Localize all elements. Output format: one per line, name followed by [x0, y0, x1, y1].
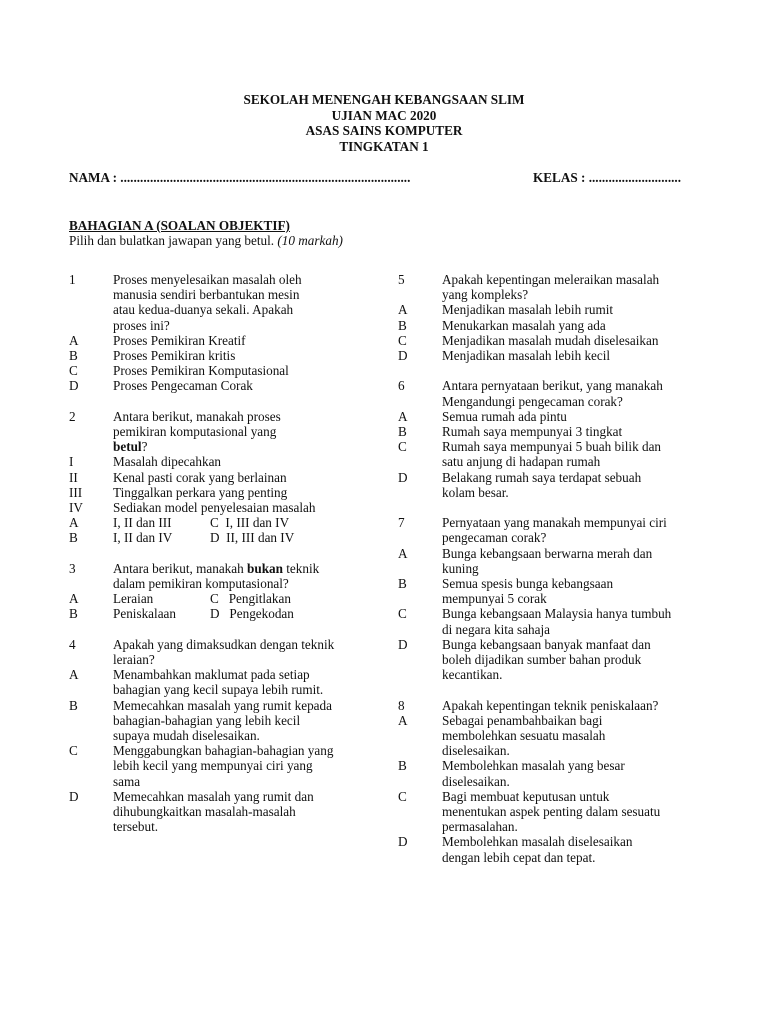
option-row[interactable]	[69, 515, 369, 530]
statement-text: Masalah dipecahkan	[113, 454, 222, 470]
subject-name: ASAS SAINS KOMPUTER	[305, 123, 463, 138]
option-a[interactable]	[69, 333, 369, 348]
option-label: B	[69, 606, 78, 622]
option-label: C	[69, 743, 78, 759]
question-4	[69, 637, 369, 835]
option-text: lebih kecil yang mempunyai ciri yang	[113, 758, 313, 774]
statement-text: Sediakan model penyelesaian masalah	[113, 500, 316, 516]
option-text: kecantikan.	[442, 667, 503, 683]
option-label: C	[210, 515, 219, 531]
option-text: Semua rumah ada pintu	[442, 408, 567, 424]
question-text: Mengandungi pengecaman corak?	[442, 393, 623, 409]
option-text: diselesaikan.	[442, 773, 510, 789]
option-text: Memecahkan masalah yang rumit dan	[113, 788, 314, 804]
question-number: 2	[69, 408, 76, 424]
option-text: I, II dan IV	[113, 530, 173, 546]
option-label: A	[69, 515, 79, 531]
option-text: Membolehkan masalah yang besar	[442, 758, 625, 774]
question-1	[69, 272, 369, 394]
question-text: Apakah kepentingan meleraikan masalah	[442, 272, 660, 287]
option-text: I, III dan IV	[225, 515, 290, 531]
emphasis-text: betul	[113, 439, 142, 455]
option-a[interactable]	[398, 546, 698, 561]
question-text: Antara pernyataan berikut, yang manakah	[442, 378, 663, 394]
option-label: D	[69, 788, 79, 804]
question-text: proses ini?	[113, 317, 170, 333]
statement-label: I	[69, 454, 74, 470]
option-d[interactable]	[69, 789, 369, 804]
option-text: Bagi membuat keputusan untuk	[442, 788, 610, 804]
statement-label: IV	[69, 500, 83, 516]
option-text: Membolehkan masalah diselesaikan	[442, 834, 633, 850]
option-text: diselesaikan.	[442, 743, 510, 759]
option-b[interactable]	[398, 758, 698, 773]
option-label: B	[398, 317, 407, 333]
statement-i	[69, 454, 369, 469]
option-a[interactable]	[398, 302, 698, 317]
option-text: Menjadikan masalah lebih rumit	[442, 302, 614, 318]
question-text	[113, 561, 369, 576]
question-text: dalam pemikiran komputasional?	[113, 576, 289, 592]
option-text: menentukan aspek penting dalam sesuatu	[442, 804, 661, 820]
option-text: Proses Pemikiran Komputasional	[113, 363, 289, 379]
option-text: Bunga kebangsaan Malaysia hanya tumbuh	[442, 606, 672, 622]
option-label: C	[210, 591, 219, 607]
question-5	[398, 272, 698, 363]
statement-label: II	[69, 469, 78, 485]
option-label: A	[398, 712, 408, 728]
option-text: kuning	[442, 560, 479, 576]
option-c[interactable]	[398, 789, 698, 804]
option-text: Menambahkan maklumat pada setiap	[113, 667, 310, 683]
option-label: B	[69, 348, 78, 364]
statement-text: Tinggalkan perkara yang penting	[113, 484, 288, 500]
option-label: B	[398, 576, 407, 592]
question-text: Apakah yang dimaksudkan dengan teknik	[113, 636, 335, 652]
option-label: D	[398, 636, 408, 652]
option-text: Menggabungkan bahagian-bahagian yang	[113, 743, 334, 759]
question-number: 8	[398, 697, 405, 713]
option-text: Proses Pemikiran Kreatif	[113, 332, 246, 348]
option-row[interactable]	[69, 591, 369, 606]
option-b[interactable]	[69, 698, 369, 713]
option-d[interactable]	[398, 637, 698, 652]
option-text: bahagian yang kecil supaya lebih rumit.	[113, 682, 324, 698]
option-c[interactable]	[398, 606, 698, 621]
option-text: Pengekodan	[229, 606, 294, 622]
option-text: membolehkan sesuatu masalah	[442, 728, 606, 744]
option-text: Proses Pemikiran kritis	[113, 348, 236, 364]
option-text: Menjadikan masalah mudah diselesaikan	[442, 332, 659, 348]
option-label: D	[398, 469, 408, 485]
option-text: bahagian-bahagian yang lebih kecil	[113, 712, 301, 728]
option-label: C	[398, 332, 407, 348]
question-text: atau kedua-duanya sekali. Apakah	[113, 302, 294, 318]
option-label: B	[398, 424, 407, 440]
question-text: Proses menyelesaikan masalah oleh	[113, 272, 302, 287]
question-text: pemikiran komputasional yang	[113, 424, 277, 440]
statement-label: III	[69, 484, 83, 500]
school-name: SEKOLAH MENENGAH KEBANGSAAN SLIM	[243, 92, 525, 107]
option-label: B	[69, 530, 78, 546]
right-column	[398, 272, 698, 880]
question-text: pengecaman corak?	[442, 530, 547, 546]
option-a[interactable]	[69, 667, 369, 682]
question-number: 7	[398, 515, 405, 531]
question-text: Apakah kepentingan teknik peniskalaan?	[442, 697, 659, 713]
option-text: Rumah saya mempunyai 5 buah bilik dan	[442, 439, 662, 455]
question-number: 1	[69, 272, 76, 287]
option-row[interactable]	[69, 606, 369, 621]
option-text: sama	[113, 773, 141, 789]
question-text: yang kompleks?	[442, 287, 529, 303]
marks-text: (10 markah)	[277, 233, 343, 249]
option-label: A	[69, 332, 79, 348]
option-label: A	[398, 408, 408, 424]
option-label: D	[398, 348, 408, 364]
option-a[interactable]	[398, 713, 698, 728]
question-text: manusia sendiri berbantukan mesin	[113, 287, 300, 303]
option-text: I, II dan III	[113, 515, 172, 531]
option-row[interactable]	[69, 530, 369, 545]
option-a[interactable]	[398, 409, 698, 424]
option-b[interactable]	[398, 424, 698, 439]
option-label: C	[398, 606, 407, 622]
option-text: Bunga kebangsaan berwarna merah dan	[442, 545, 653, 561]
question-7	[398, 515, 698, 682]
option-label: C	[69, 363, 78, 379]
option-text: kolam besar.	[442, 484, 509, 500]
exam-header	[0, 92, 768, 154]
option-text: di negara kita sahaja	[442, 621, 551, 637]
question-text: Antara berikut, manakah proses	[113, 408, 281, 424]
option-text: dengan lebih cepat dan tepat.	[442, 849, 596, 865]
option-label: B	[69, 697, 78, 713]
option-d[interactable]	[398, 470, 698, 485]
question-number: 6	[398, 378, 405, 394]
section-header	[69, 218, 343, 248]
option-text: Menukarkan masalah yang ada	[442, 317, 606, 333]
option-c[interactable]	[69, 363, 369, 378]
option-text: Pengitlakan	[228, 591, 291, 607]
option-text: supaya mudah diselesaikan.	[113, 728, 260, 744]
name-field: NAMA : ........................................................................................	[69, 170, 411, 185]
option-text: Peniskalaan	[113, 606, 176, 622]
statement-iii	[69, 485, 369, 500]
option-b[interactable]	[398, 576, 698, 591]
option-text: tersebut.	[113, 819, 159, 835]
exam-name: UJIAN MAC 2020	[331, 107, 437, 123]
option-label: A	[69, 591, 79, 607]
question-suffix: ?	[141, 439, 148, 455]
option-text: Semua spesis bunga kebangsaan	[442, 576, 614, 592]
option-text: satu anjung di hadapan rumah	[442, 454, 601, 470]
question-number: 4	[69, 636, 76, 652]
option-text: dihubungkaitkan masalah-masalah	[113, 804, 296, 820]
option-b[interactable]	[398, 318, 698, 333]
option-b[interactable]	[69, 348, 369, 363]
question-number: 3	[69, 560, 76, 576]
option-label: D	[69, 378, 79, 394]
option-label: D	[210, 530, 220, 546]
section-instruction	[69, 233, 343, 248]
question-number: 5	[398, 272, 405, 287]
option-label: D	[210, 606, 220, 622]
section-title: BAHAGIAN A (SOALAN OBJEKTIF)	[69, 218, 290, 233]
option-c[interactable]	[398, 333, 698, 348]
question-suffix: teknik	[282, 560, 320, 576]
option-text: Rumah saya mempunyai 3 tingkat	[442, 424, 623, 440]
option-label: D	[398, 834, 408, 850]
form-level: TINGKATAN 1	[339, 138, 429, 154]
statement-text: Kenal pasti corak yang berlainan	[113, 469, 287, 485]
option-label: C	[398, 439, 407, 455]
option-text: Memecahkan masalah yang rumit kepada	[113, 697, 332, 713]
option-c[interactable]	[69, 743, 369, 758]
class-field: KELAS : ............................	[533, 170, 682, 185]
option-label: B	[398, 758, 407, 774]
option-c[interactable]	[398, 439, 698, 454]
statement-ii	[69, 470, 369, 485]
option-text: Sebagai penambahbaikan bagi	[442, 712, 603, 728]
emphasis-text: bukan	[247, 560, 283, 576]
option-label: A	[398, 545, 408, 561]
option-text: Bunga kebangsaan banyak manfaat dan	[442, 636, 651, 652]
option-text: Proses Pengecaman Corak	[113, 378, 253, 394]
option-text: II, III dan IV	[226, 530, 295, 546]
instruction-text: Pilih dan bulatkan jawapan yang betul.	[69, 233, 275, 249]
option-text: mempunyai 5 corak	[442, 591, 547, 607]
option-d[interactable]	[69, 378, 369, 393]
option-label: C	[398, 788, 407, 804]
question-text: leraian?	[113, 652, 155, 668]
option-text: Belakang rumah saya terdapat sebuah	[442, 469, 642, 485]
option-text: Leraian	[113, 591, 154, 607]
statement-iv	[69, 500, 369, 515]
question-2	[69, 409, 369, 546]
question-text	[113, 439, 369, 454]
left-column	[69, 272, 369, 850]
option-text: boleh dijadikan sumber bahan produk	[442, 652, 642, 668]
option-label: A	[398, 302, 408, 318]
option-d[interactable]	[398, 348, 698, 363]
question-prefix: Antara berikut, manakah	[113, 560, 248, 576]
question-6	[398, 378, 698, 500]
option-label: A	[69, 667, 79, 683]
option-d[interactable]	[398, 834, 698, 849]
question-3	[69, 561, 369, 622]
option-text: Menjadikan masalah lebih kecil	[442, 348, 611, 364]
question-8	[398, 698, 698, 865]
option-text: permasalahan.	[442, 819, 518, 835]
question-text: Pernyataan yang manakah mempunyai ciri	[442, 515, 667, 531]
